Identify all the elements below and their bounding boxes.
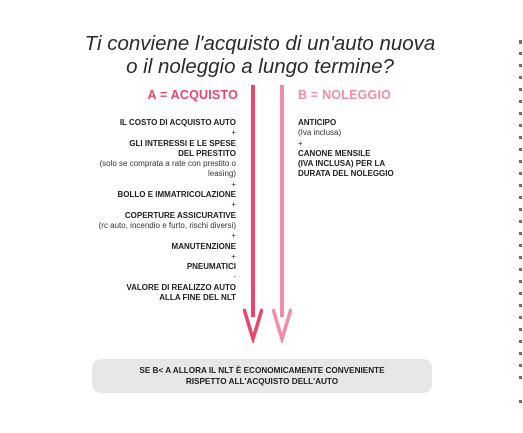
cost-item: COPERTURE ASSICURATIVE: [124, 210, 236, 220]
conclusion-line-1: SE B< A ALLORA IL NLT È ECONOMICAMENTE CONVENIENTE: [139, 366, 385, 375]
operator-symbol: +: [298, 138, 303, 148]
cost-note: (rc auto, incendio e furto, rischi diversi): [98, 220, 236, 230]
page-title: [20, 32, 500, 78]
cost-note: leasing): [207, 169, 236, 179]
cost-note: (Iva inclusa): [298, 128, 342, 138]
title-line-2: o il noleggio a lungo termine?: [126, 55, 394, 78]
operator-symbol: +: [231, 251, 236, 261]
cost-item: GLI INTERESSI E LE SPESE: [129, 138, 236, 148]
cost-item: MANUTENZIONE: [171, 241, 236, 251]
cost-item: ALLA FINE DEL NLT: [159, 293, 236, 303]
heading-acquisto: A = ACQUISTO: [147, 88, 238, 102]
cost-item: DEL PRESTITO: [178, 148, 236, 158]
cost-item: PNEUMATICI: [186, 262, 236, 272]
conclusion-line-2: RISPETTO ALL'ACQUISTO DELL'AUTO: [185, 377, 339, 386]
cost-item: (IVA INCLUSA) PER LA: [298, 159, 386, 169]
noleggio-cost-list: [298, 118, 448, 180]
heading-noleggio: B = NOLEGGIO: [298, 88, 392, 102]
cost-note: (solo se comprata a rate con prestito o: [99, 159, 236, 169]
cost-item: BOLLO E IMMATRICOLAZIONE: [117, 190, 236, 200]
operator-symbol: -: [233, 272, 236, 282]
arrow-down-noleggio-icon: [272, 85, 292, 343]
acquisto-cost-list: [40, 118, 236, 303]
arrow-down-acquisto-icon: [243, 85, 263, 343]
adjacent-page-edge: [519, 40, 523, 412]
operator-symbol: +: [231, 200, 236, 210]
conclusion-box: [92, 359, 432, 393]
cost-item: IL COSTO DI ACQUISTO AUTO: [119, 118, 236, 127]
cost-item: CANONE MENSILE: [298, 148, 371, 158]
cost-item: VALORE DI REALIZZO AUTO: [126, 282, 236, 292]
title-line-1: Ti conviene l'acquisto di un'auto nuova: [84, 32, 436, 55]
operator-symbol: +: [231, 231, 236, 241]
cost-item: DURATA DEL NOLEGGIO: [298, 169, 394, 179]
cost-item: ANTICIPO: [298, 118, 337, 127]
operator-symbol: +: [231, 128, 236, 138]
operator-symbol: +: [231, 179, 236, 189]
